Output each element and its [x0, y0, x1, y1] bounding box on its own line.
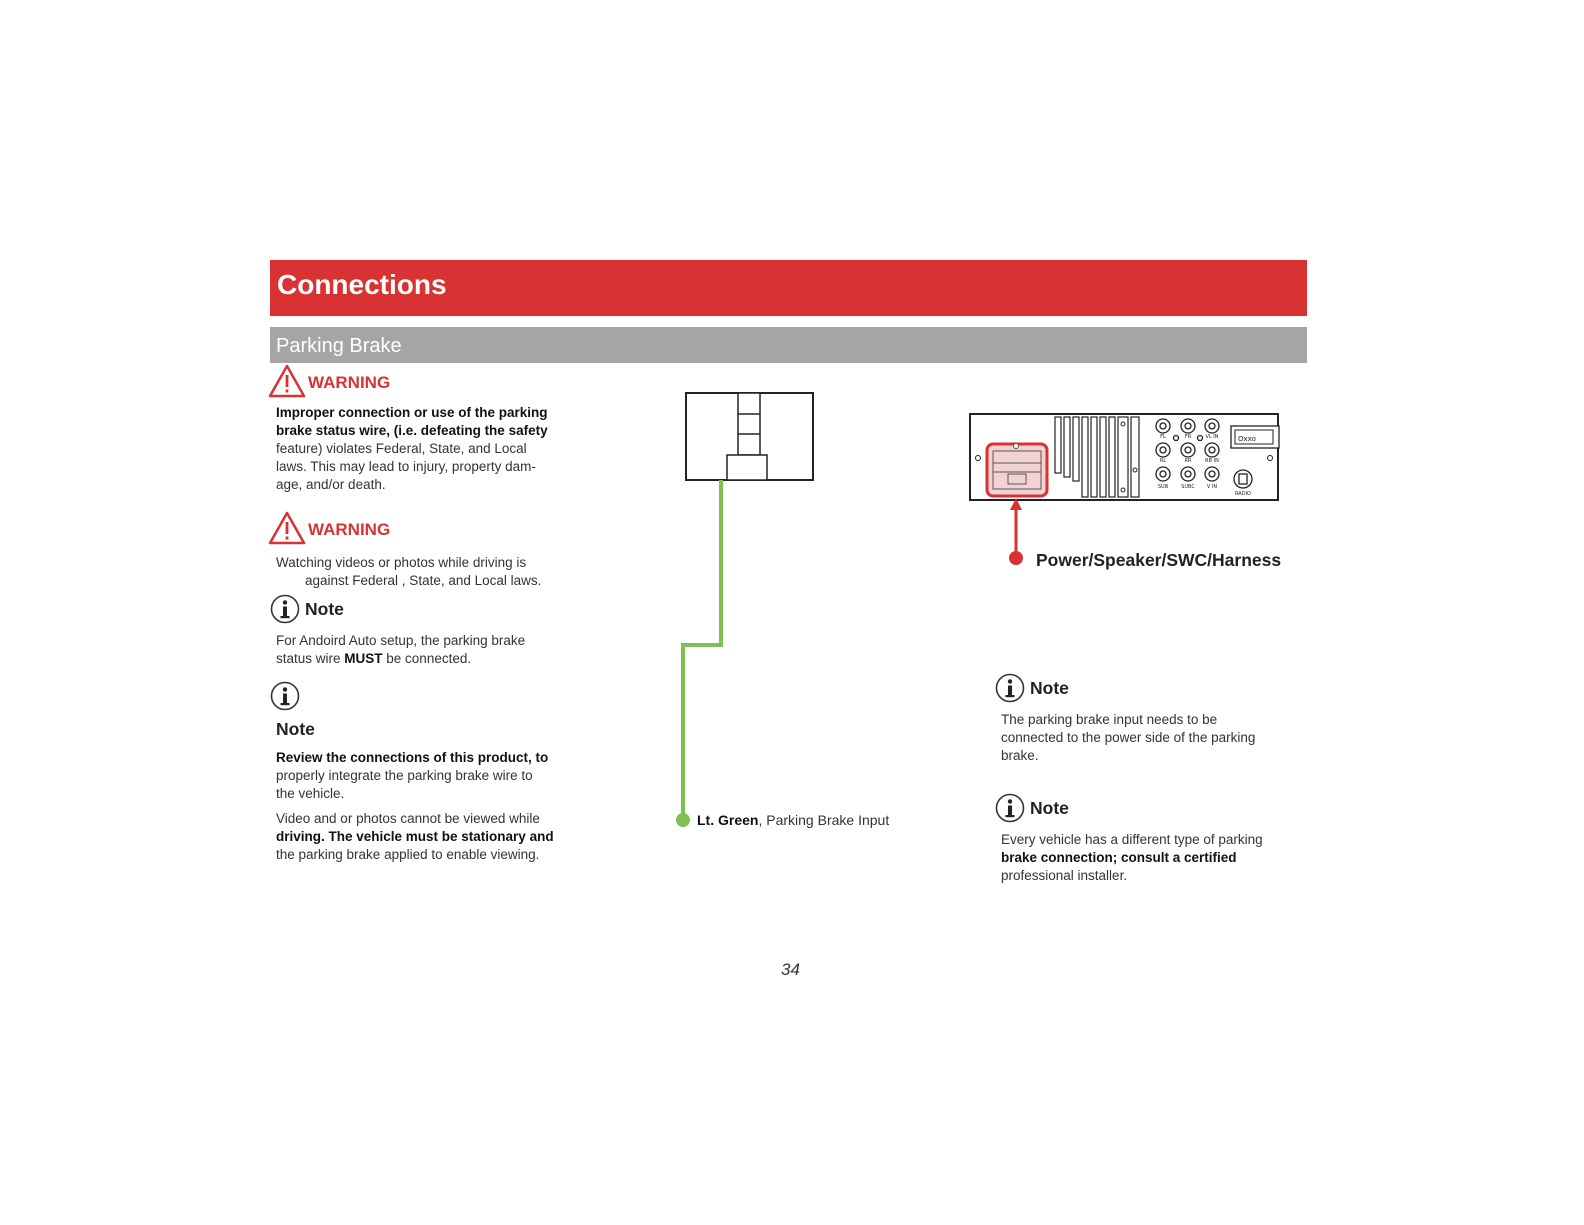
rca-label: SUBC: [1181, 484, 1195, 490]
right-note2-line3: professional installer.: [1001, 868, 1128, 883]
rca-label: SUB: [1157, 484, 1169, 490]
rca-label: FR: [1184, 434, 1192, 440]
section-title: Parking Brake: [276, 335, 402, 357]
warning2-line2: against Federal , State, and Local laws.: [305, 573, 542, 588]
right-note2-bold: brake connection; consult a certified: [1001, 850, 1237, 865]
harness-label: Power/Speaker/SWC/Harness: [1036, 550, 1282, 570]
note2-p2-line1: Video and or photos cannot be viewed while: [276, 811, 540, 826]
rca-label: RL: [1159, 458, 1167, 464]
warning1-line: Improper connection or use of the parking: [276, 405, 548, 420]
note-label: Note: [1030, 677, 1069, 698]
usb-port-label: Oxxo: [1238, 435, 1256, 443]
note-label: Note: [1030, 797, 1069, 818]
wire-function: , Parking Brake Input: [758, 812, 890, 828]
warning1-line: feature) violates Federal, State, and Local: [276, 441, 527, 456]
parking-brake-connector: [686, 393, 813, 480]
rca-label: VL IN: [1205, 434, 1219, 440]
warning-label-2: WARNING: [308, 520, 391, 539]
head-unit-rear-panel: [970, 414, 1279, 500]
page-number: 34: [781, 960, 800, 979]
note-heading-right-2: [995, 793, 1069, 823]
right-note1-line2: connected to the power side of the parking: [1001, 730, 1256, 745]
note1-line1: For Andoird Auto setup, the parking brake: [276, 633, 526, 648]
note-label-left-2: Note: [276, 719, 315, 739]
wire-end-dot: [676, 813, 690, 827]
note2-p1-line2: properly integrate the parking brake wire to: [276, 768, 533, 783]
note2-p2-line3: the parking brake applied to enable viewing.: [276, 847, 540, 862]
note2-p1-bold: Review the connections of this product, to: [276, 750, 549, 765]
radio-antenna-label: RADIO: [1235, 491, 1251, 497]
info-icon: [995, 793, 1025, 823]
note2-p2-bold: driving. The vehicle must be stationary and: [276, 829, 554, 844]
right-note1-line1: The parking brake input needs to be: [1001, 712, 1218, 727]
warning-label-1: WARNING: [308, 373, 391, 392]
rca-label: RB IN: [1205, 458, 1219, 464]
info-icon: [995, 673, 1025, 703]
rca-label: V IN: [1206, 484, 1218, 490]
note1-must: MUST: [344, 651, 383, 666]
note-heading-right-1: [995, 673, 1069, 703]
page-title: Connections: [277, 269, 447, 300]
note2-p1-line3: the vehicle.: [276, 786, 345, 801]
warning2-line1: Watching videos or photos while driving is: [276, 555, 527, 570]
warning1-line: brake status wire, (i.e. defeating the safety: [276, 423, 548, 438]
right-note2-line1: Every vehicle has a different type of parking: [1001, 832, 1263, 847]
wire-label: [697, 812, 889, 828]
warning1-line: age, and/or death.: [276, 477, 386, 492]
rca-label: FL: [1160, 434, 1166, 440]
rca-label: RR: [1184, 458, 1192, 464]
warning1-line: laws. This may lead to injury, property dam-: [276, 459, 536, 474]
right-note1-line3: brake.: [1001, 748, 1039, 763]
note-label: Note: [305, 598, 344, 619]
note1-line2-post: be connected.: [382, 651, 472, 666]
wire-color-name: Lt. Green: [697, 812, 759, 828]
note-text-right-2: [1001, 831, 1301, 885]
note1-line2-pre: status wire: [276, 651, 345, 666]
harness-pointer-dot: [1009, 551, 1023, 565]
note-text-right-1: [1001, 711, 1301, 765]
parking-brake-wire: [683, 480, 721, 818]
